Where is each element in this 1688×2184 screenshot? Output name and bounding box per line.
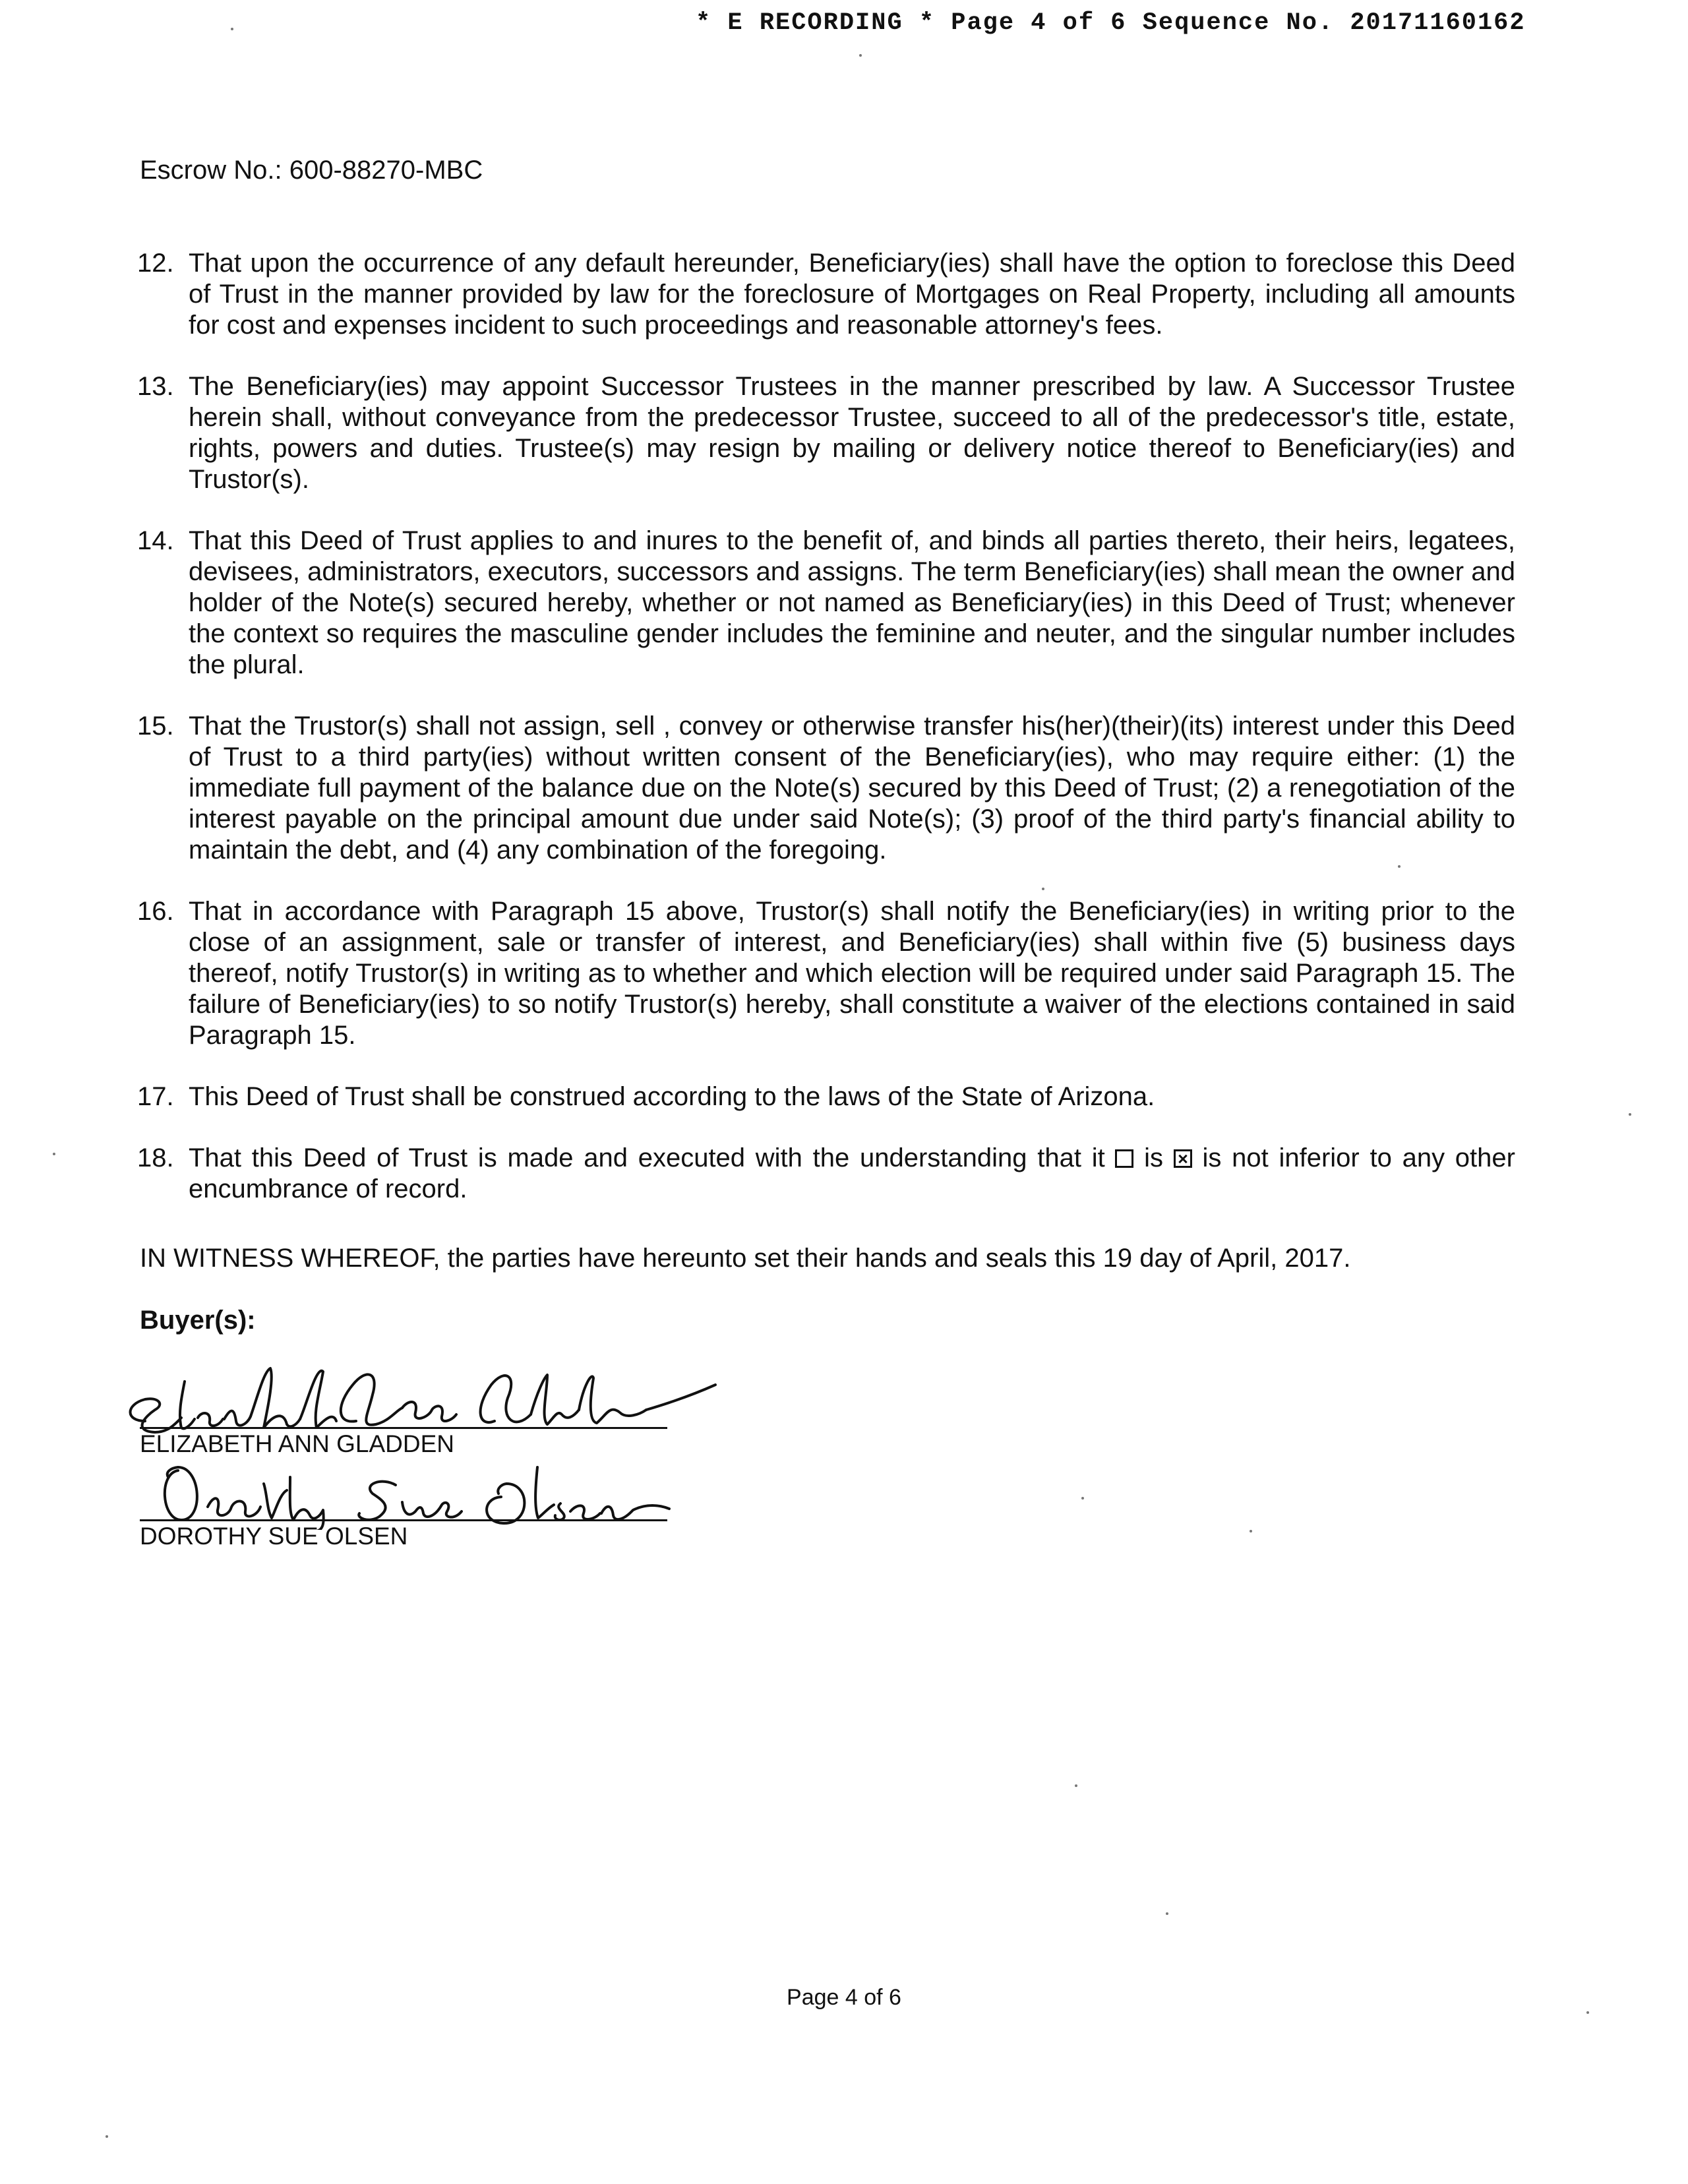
clause-list: [137, 248, 1515, 1235]
witness-statement: IN WITNESS WHEREOF, the parties have hereunto set their hands and seals this 19 day of April, 2017.: [140, 1244, 1351, 1273]
clause-text: That this Deed of Trust applies to and inures to the benefit of, and binds all parties thereto, their heirs, legatees, devisees, administrators, executors, successors and assigns. The term Beneficiary(ies) shall mean the owner and holder of the Note(s) secured hereby, whether or not named as Beneficiary(ies) in this Deed of Trust; whenever the context so requires the masculine gender includes the feminine and neuter, and the singular number includes the plural.: [189, 526, 1515, 679]
clause-number: 17.: [137, 1082, 174, 1111]
clause-item: [137, 248, 1515, 341]
clause-item: [137, 1081, 1515, 1112]
is-not-inferior-checkbox[interactable]: [1174, 1149, 1192, 1168]
scan-speck: [1042, 888, 1044, 890]
escrow-number: Escrow No.: 600-88270-MBC: [140, 156, 483, 185]
signature-line: [140, 1427, 667, 1429]
clause-item: [137, 711, 1515, 866]
clause-text: [189, 1143, 1515, 1205]
clause-text: That the Trustor(s) shall not assign, sell , convey or otherwise transfer his(her)(their)(its) interest under this Deed of Trust to a third party(ies) without written consent of the Beneficiary(ies), who may require either: (1) the immediate full payment of the balance due on the Note(s) secured by this Deed of Trust; (2) a renegotiation of the interest payable on the principal amount due under said Note(s); (3) proof of the third party's financial ability to maintain the debt, and (4) any combination of the foregoing.: [189, 712, 1515, 864]
scan-speck: [1629, 1113, 1631, 1116]
clause-number: 16.: [137, 897, 174, 926]
signature-block-1: [140, 1427, 667, 1458]
signer-name: ELIZABETH ANN GLADDEN: [140, 1430, 455, 1457]
clause-number: 18.: [137, 1143, 174, 1172]
clause-number: 12.: [137, 249, 174, 278]
is-inferior-checkbox[interactable]: [1115, 1149, 1133, 1168]
scan-speck: [231, 28, 233, 30]
scan-speck: [1166, 1912, 1168, 1915]
buyers-label: Buyer(s):: [140, 1306, 256, 1335]
page-number: Page 4 of 6: [787, 1985, 901, 2010]
scan-speck: [1250, 1530, 1252, 1532]
clause-item-inferiority: [137, 1143, 1515, 1205]
clause-text: The Beneficiary(ies) may appoint Successor Trustees in the manner prescribed by law. A Successor Trustee herein shall, without conveyance from the predecessor Trustee, succeed to all of the predecessor's title, estate, rights, powers and duties. Trustee(s) may resign by mailing or delivery notice thereof to Beneficiary(ies) and Trustor(s).: [189, 372, 1515, 494]
scan-speck: [106, 2135, 108, 2138]
clause-item: [137, 896, 1515, 1051]
clause-number: 13.: [137, 372, 174, 401]
signature-line: [140, 1519, 667, 1521]
scan-speck: [53, 1153, 55, 1155]
recording-header: * E RECORDING * Page 4 of 6 Sequence No. 20171160162: [696, 9, 1526, 37]
clause-number: 14.: [137, 526, 174, 555]
signer-name: DOROTHY SUE OLSEN: [140, 1523, 408, 1550]
clause-text: That in accordance with Paragraph 15 above, Trustor(s) shall notify the Beneficiary(ies) in writing prior to the close of an assignment, sale or transfer of interest, and Beneficiary(ies) shall within five (5) business days thereof, notify Trustor(s) in writing as to whether and which election will be required under said Paragraph 15. The failure of Beneficiary(ies) to so notify Trustor(s) hereby, shall constitute a waiver of the elections contained in said Paragraph 15.: [189, 897, 1515, 1050]
signature-block-2: [140, 1519, 667, 1550]
clause-number: 15.: [137, 712, 174, 741]
clause-item: [137, 371, 1515, 495]
option-is-not-label: is not inferior to any other encumbrance of record.: [189, 1143, 1515, 1203]
option-is-label: is: [1144, 1143, 1164, 1172]
scan-speck: [1398, 865, 1401, 868]
clause-text: This Deed of Trust shall be construed according to the laws of the State of Arizona.: [189, 1082, 1155, 1111]
scan-speck: [1081, 1497, 1084, 1500]
clause-text: That upon the occurrence of any default hereunder, Beneficiary(ies) shall have the option to foreclose this Deed of Trust in the manner provided by law for the foreclosure of Mortgages on Real Property, including all amounts for cost and expenses incident to such proceedings and reasonable attorney's fees.: [189, 249, 1515, 340]
scan-speck: [1586, 2011, 1589, 2014]
clause-item: [137, 526, 1515, 681]
scan-speck: [1075, 1784, 1077, 1787]
clause-18-text: That this Deed of Trust is made and executed with the understanding that it: [189, 1143, 1105, 1172]
scan-speck: [859, 54, 862, 57]
